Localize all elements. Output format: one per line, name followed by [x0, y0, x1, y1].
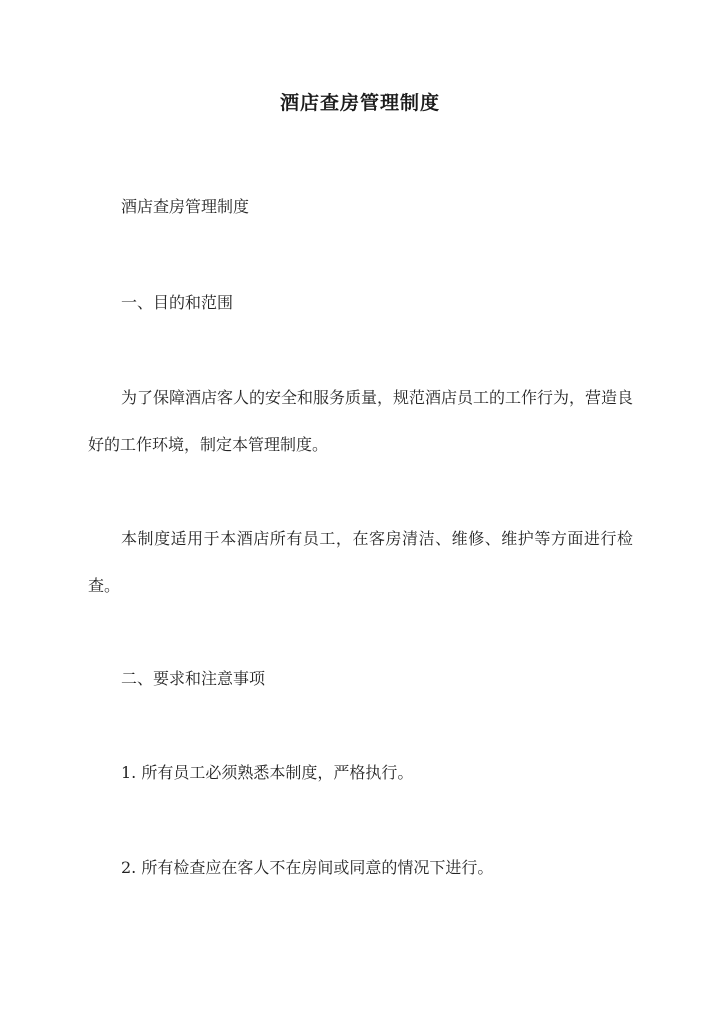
list-item-2: 2. 所有检查应在客人不在房间或同意的情况下进行。 [121, 858, 494, 877]
section-heading-1: 一、目的和范围 [121, 293, 234, 312]
paragraph-scope: 本制度适用于本酒店所有员工，在客房清洁、维修、维护等方面进行检查。 [88, 529, 633, 595]
list-item-1: 1. 所有员工必须熟悉本制度，严格执行。 [121, 763, 414, 782]
paragraph-heading: 酒店查房管理制度 [121, 197, 250, 216]
section-heading-2: 二、要求和注意事项 [121, 669, 266, 688]
document-title: 酒店查房管理制度 [279, 92, 440, 114]
paragraph-purpose: 为了保障酒店客人的安全和服务质量，规范酒店员工的工作行为，营造良好的工作环境，制定本管理制度。 [88, 388, 634, 454]
